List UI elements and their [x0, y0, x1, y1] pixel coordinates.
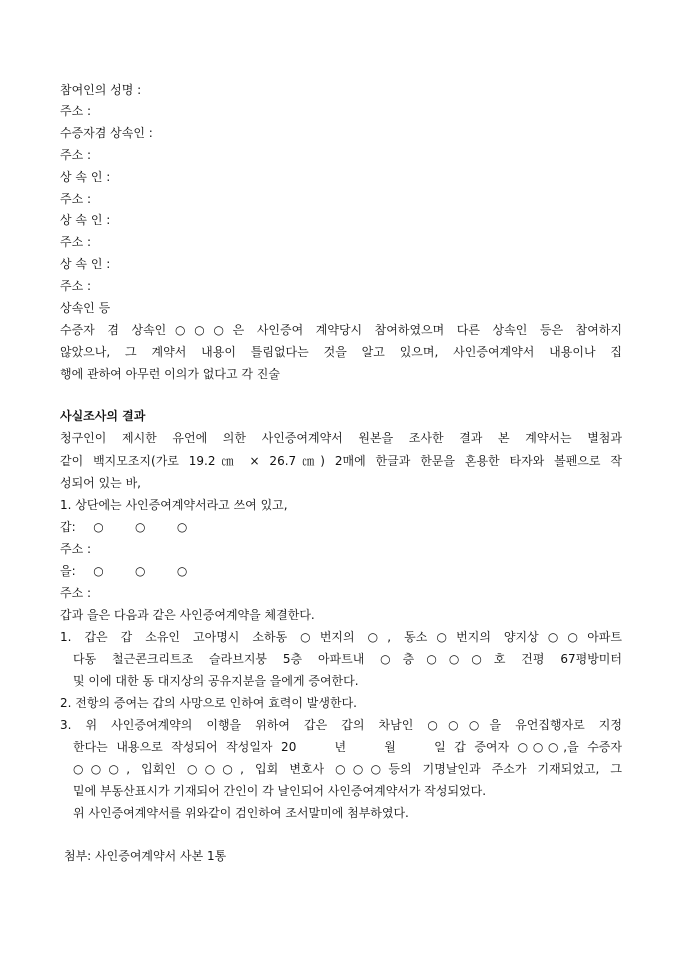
- party-a-mark: ○: [135, 520, 146, 534]
- clause-3-line: 한다는 내용으로 작성되어 작성일자 20 년 월 일 갑 증여자 ○○○,을 수증자: [73, 740, 622, 754]
- party-b-mark: ○: [176, 564, 188, 578]
- clause-3-line: 밑에 부동산표시가 기재되어 간인이 각 날인되어 사인증여계약서가 작성되었다.: [73, 784, 487, 798]
- address-label: 주소 :: [60, 104, 92, 118]
- clause-2: 2. 전항의 증여는 갑의 사망으로 인하여 효력이 발생한다.: [60, 696, 357, 710]
- address-label: 주소 :: [60, 148, 92, 162]
- address-label: 주소 :: [60, 279, 92, 293]
- clause-3-line: 3. 위 사인증여계약의 이행을 위하여 갑은 갑의 차남인 ○○○을 유언집행자로 지정: [60, 718, 622, 732]
- attachment-line: 첨부: 사인증여계약서 사본 1통: [64, 849, 227, 863]
- participant-name-label: 참여인의 성명 :: [60, 83, 142, 97]
- statement-line: 수증자 겸 상속인○○○은 사인증여 계약당시 참여하였으며 다른 상속인 등은 참여하지: [60, 323, 622, 337]
- statement-line: 않았으나, 그 계약서 내용이 틀림없다는 것을 알고 있으며, 사인증여계약서 내용이나 집: [60, 345, 622, 359]
- party-b-label: 을:: [60, 564, 76, 578]
- donee-heir-label: 수증자겸 상속인 :: [60, 126, 153, 140]
- heirs-label: 상속인 등: [60, 301, 111, 315]
- clause-1-line: 및 이에 대한 동 대지상의 공유지분을 을에게 증여한다.: [73, 674, 359, 688]
- address-label: 주소 :: [60, 192, 92, 206]
- heir-label: 상 속 인 :: [60, 213, 111, 227]
- clause-1-line: 1. 갑은 갑 소유인 고아명시 소하동 ○번지의 ○, 동소○번지의 양지상○○아파트: [60, 630, 622, 644]
- agreement-line: 갑과 을은 다음과 같은 사인증여계약을 체결한다.: [60, 608, 315, 622]
- intro-line: 청구인이 제시한 유언에 의한 사인증여계약서 원본을 조사한 결과 본 계약서는 별첨과: [60, 431, 622, 445]
- party-b-row: [60, 561, 622, 581]
- heir-label: 상 속 인 :: [60, 257, 111, 271]
- closing-line: 위 사인증여계약서를 위와같이 검인하여 조서말미에 첨부하였다.: [73, 806, 409, 820]
- clause-1-line: 다동 철근콘크리트조 슬라브지붕 5층 아파트내 ○층○○○호 건평 67평방미터: [73, 652, 622, 666]
- party-a-mark: ○: [93, 520, 104, 534]
- section-title: 사실조사의 결과: [60, 409, 146, 423]
- clause-3-line: ○○○, 입회인 ○○○, 입회 변호사 ○○○등의 기명날인과 주소가 기재되었고, 그: [73, 762, 622, 776]
- party-b-address: 주소 :: [60, 586, 92, 600]
- intro-line: 성되어 있는 바,: [60, 476, 141, 490]
- address-label: 주소 :: [60, 235, 92, 249]
- party-a-row: [60, 517, 622, 537]
- heir-label: 상 속 인 :: [60, 170, 111, 184]
- party-b-mark: ○: [135, 564, 146, 578]
- statement-line: 행에 관하여 아무런 이의가 없다고 각 진술: [60, 367, 280, 381]
- party-b-mark: ○: [93, 564, 104, 578]
- party-a-address: 주소 :: [60, 542, 92, 556]
- party-a-mark: ○: [176, 520, 188, 534]
- item-1: 1. 상단에는 사인증여계약서라고 쓰여 있고,: [60, 498, 288, 512]
- intro-line: 같이 백지모조지(가로 19.2㎝ × 26.7㎝) 2매에 한글과 한문을 혼용한 타자와 볼펜으로 작: [60, 454, 622, 468]
- party-a-label: 갑:: [60, 520, 76, 534]
